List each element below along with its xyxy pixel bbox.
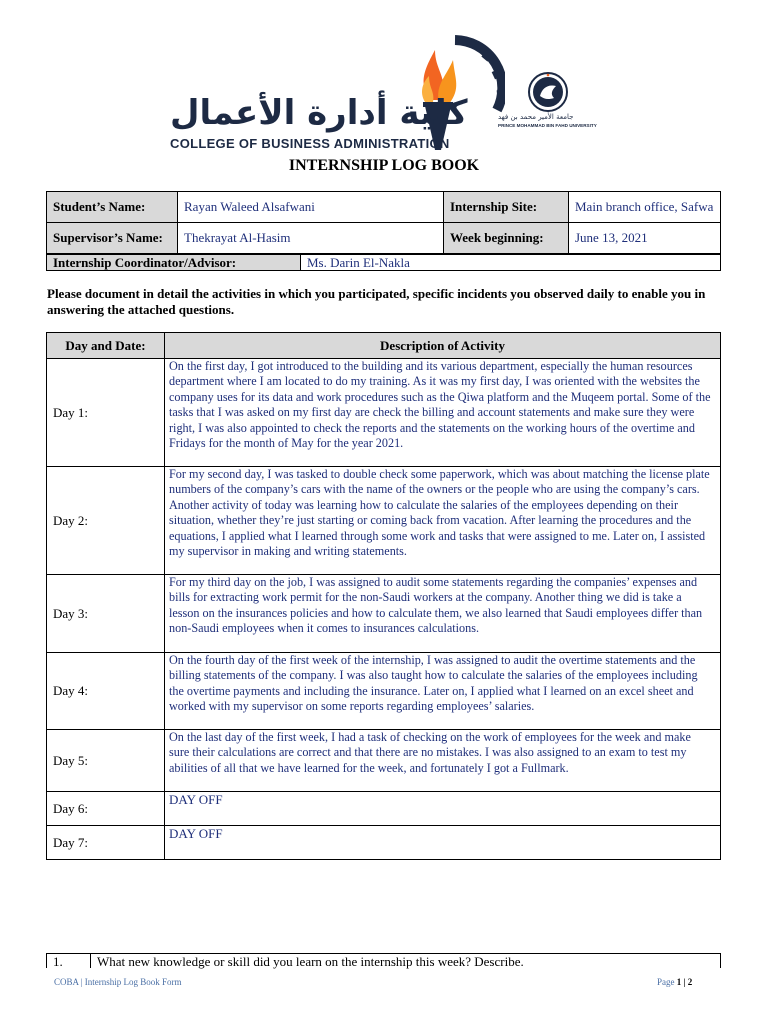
activity-row: [47, 575, 721, 653]
university-name-arabic: جامعة الأمير محمد بن فهد: [498, 113, 574, 121]
question-table: [46, 953, 721, 968]
activity-description: DAY OFF: [165, 792, 721, 826]
internship-site-value: Main branch office, Safwa: [569, 192, 721, 223]
activity-row: [47, 467, 721, 575]
coordinator-table: [46, 254, 721, 271]
university-name-english: PRINCE MOHAMMAD BIN FAHD UNIVERSITY: [498, 123, 597, 128]
activity-row: [47, 359, 721, 467]
info-row-coordinator: [47, 255, 721, 271]
activity-description: On the first day, I got introduced to the building and its various department, especially the human resources department where I am located to do my training. As it was my first day, I was oriented with the websites the company uses for its data and work procedures such as the Qiwa platform and the Muqeem portal. Some of the tasks that I was asked on my first day are check the billing and account statements and make sure they were right, I was also appointed to check the reports and the statements on the working hours of the overtime and Fridays for the month of May for the year 2021.: [165, 359, 721, 467]
day-label: Day 1:: [47, 359, 165, 467]
day-label: Day 4:: [47, 653, 165, 730]
internship-site-label: Internship Site:: [444, 192, 569, 223]
week-beginning-label: Week beginning:: [444, 223, 569, 254]
supervisor-name-label: Supervisor’s Name:: [47, 223, 178, 254]
column-header-day: Day and Date:: [47, 333, 165, 359]
week-beginning-value: June 13, 2021: [569, 223, 721, 254]
day-label: Day 6:: [47, 792, 165, 826]
coordinator-label: Internship Coordinator/Advisor:: [47, 255, 301, 271]
activity-row: [47, 653, 721, 730]
activity-description: DAY OFF: [165, 826, 721, 860]
coordinator-value: Ms. Darin El-Nakla: [301, 255, 721, 271]
activity-row: [47, 792, 721, 826]
activity-header-row: [47, 333, 721, 359]
activity-row: [47, 730, 721, 792]
activity-table: [46, 332, 721, 860]
university-seal-logo: [528, 72, 568, 112]
day-label: Day 2:: [47, 467, 165, 575]
footer-page-number: [657, 977, 692, 987]
activity-description: For my second day, I was tasked to double check some paperwork, which was about matching the license plate numbers of the company’s cars with the name of the owners or the people who are using the company’s cars. Another activity of today was learning how to calculate the salaries of the employees depending on their situation, whether they’re just starting or coming back from vacation. After learning the procedures and the equations, I applied what I learned through some work and tasks that were assigned to me. Later on, I assisted my supervisor in making and writing statements.: [165, 467, 721, 575]
day-label: Day 5:: [47, 730, 165, 792]
info-row-student: [47, 192, 721, 223]
footer-form-name: COBA | Internship Log Book Form: [54, 977, 182, 987]
activity-description: On the fourth day of the first week of the internship, I was assigned to audit the overtime statements and the billing statements of the company. I was also taught how to calculate the salaries of the employees including the overtime payments and including the insurance. Later on, I applied what I learned on an excel sheet and worked with my supervisor on some reports regarding employees’ salaries.: [165, 653, 721, 730]
column-header-description: Description of Activity: [165, 333, 721, 359]
student-name-value: Rayan Waleed Alsafwani: [178, 192, 444, 223]
footer-page-label: Page: [657, 977, 675, 987]
instructions-text: Please document in detail the activities in which you participated, specific incidents you observed daily to enable you in answering the attached questions.: [47, 286, 706, 317]
college-name-english: COLLEGE OF BUSINESS ADMINISTRATION: [170, 136, 450, 151]
activity-row: [47, 826, 721, 860]
footer-page-count: 1 | 2: [676, 977, 693, 987]
document-title: INTERNSHIP LOG BOOK: [288, 157, 480, 174]
info-row-supervisor: [47, 223, 721, 254]
student-name-label: Student’s Name:: [47, 192, 178, 223]
college-name-arabic: كلية أدارة الأعمال: [170, 93, 468, 133]
day-label: Day 3:: [47, 575, 165, 653]
student-info-table: [46, 191, 721, 254]
day-label: Day 7:: [47, 826, 165, 860]
question-row: [47, 954, 721, 969]
question-text: What new knowledge or skill did you learn on the internship this week? Describe.: [91, 954, 721, 969]
activity-description: For my third day on the job, I was assigned to audit some statements regarding the companies’ expenses and bills for extracting work permit for the non-Saudi workers at the company. Another thing we did is take a lesson on the insurances policies and how to calculate them, we also learned that Saudi employees differ than non-Saudi employees when it comes to insurances calculations.: [165, 575, 721, 653]
supervisor-name-value: Thekrayat Al-Hasim: [178, 223, 444, 254]
question-number: 1.: [47, 954, 91, 969]
activity-description: On the last day of the first week, I had a task of checking on the work of employees for the week and make sure their calculations are correct and that there are no mistakes. I was also assigned to an exam to test my abilities of all that we have learned for the week, and fortunately I got a Fullmark.: [165, 730, 721, 792]
